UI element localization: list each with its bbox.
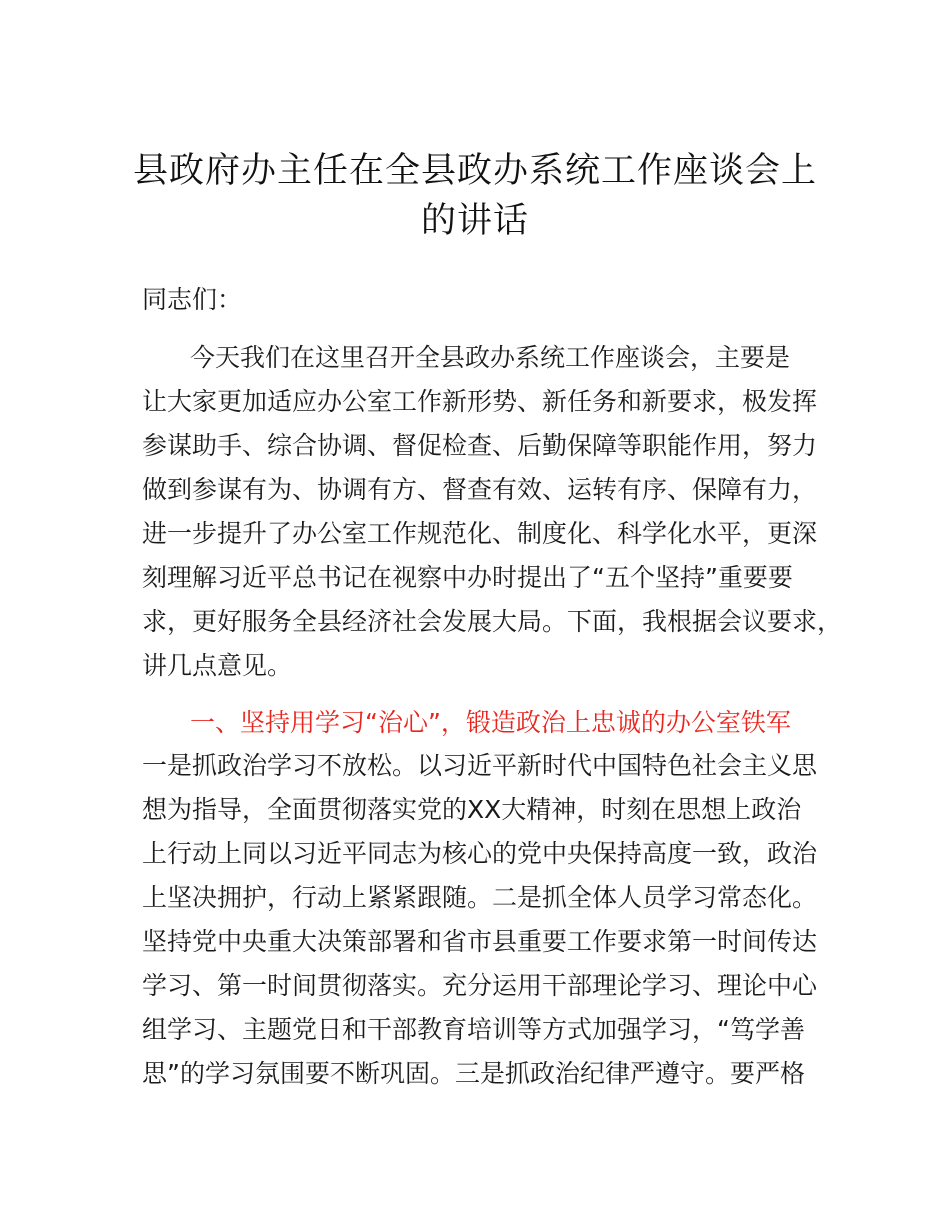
section-1-line-8: 思”的学习氛围要不断巩固。三是抓政治纪律严遵守。要严格 <box>142 1059 805 1088</box>
document-title-line-1: 县政府办主任在全县政办系统工作座谈会上 <box>132 151 817 191</box>
intro-line-1: 今天我们在这里召开全县政办系统工作座谈会，主要是 <box>190 343 791 372</box>
section-1-line-5: 坚持党中央重大决策部署和省市县重要工作要求第一时间传达 <box>142 927 818 956</box>
intro-line-5: 进一步提升了办公室工作规范化、制度化、科学化水平，更深 <box>142 519 818 548</box>
intro-line-2: 让大家更加适应办公室工作新形势、新任务和新要求，极发挥 <box>142 387 818 416</box>
section-1-line-1: 一是抓政治学习不放松。以习近平新时代中国特色社会主义思 <box>142 751 818 780</box>
section-1-line-6: 学习、第一时间贯彻落实。充分运用干部理论学习、理论中心 <box>142 971 818 1000</box>
salutation: 同志们： <box>142 285 243 314</box>
section-1-line-7: 组学习、主题党日和干部教育培训等方式加强学习，“笃学善 <box>142 1015 805 1044</box>
intro-line-6: 刻理解习近平总书记在视察中办时提出了“五个坚持”重要要 <box>142 563 793 592</box>
section-1-heading: 一、坚持用学习“治心”，锻造政治上忠诚的办公室铁军 <box>190 708 791 737</box>
intro-line-3: 参谋助手、综合协调、督促检查、后勤保障等职能作用，努力 <box>142 431 818 460</box>
section-1-line-2: 想为指导，全面贯彻落实党的XX大精神，时刻在思想上政治 <box>142 795 802 824</box>
section-1-line-4: 上坚决拥护，行动上紧紧跟随。二是抓全体人员学习常态化。 <box>142 883 818 912</box>
intro-line-7: 求，更好服务全县经济社会发展大局。下面，我根据会议要求， <box>142 607 843 636</box>
section-1-line-3: 上行动上同以习近平同志为核心的党中央保持高度一致，政治 <box>142 839 818 868</box>
intro-line-4: 做到参谋有为、协调有方、督查有效、运转有序、保障有力， <box>142 475 818 504</box>
document-title-line-2: 的讲话 <box>420 201 529 241</box>
intro-line-8: 讲几点意见。 <box>142 651 293 680</box>
